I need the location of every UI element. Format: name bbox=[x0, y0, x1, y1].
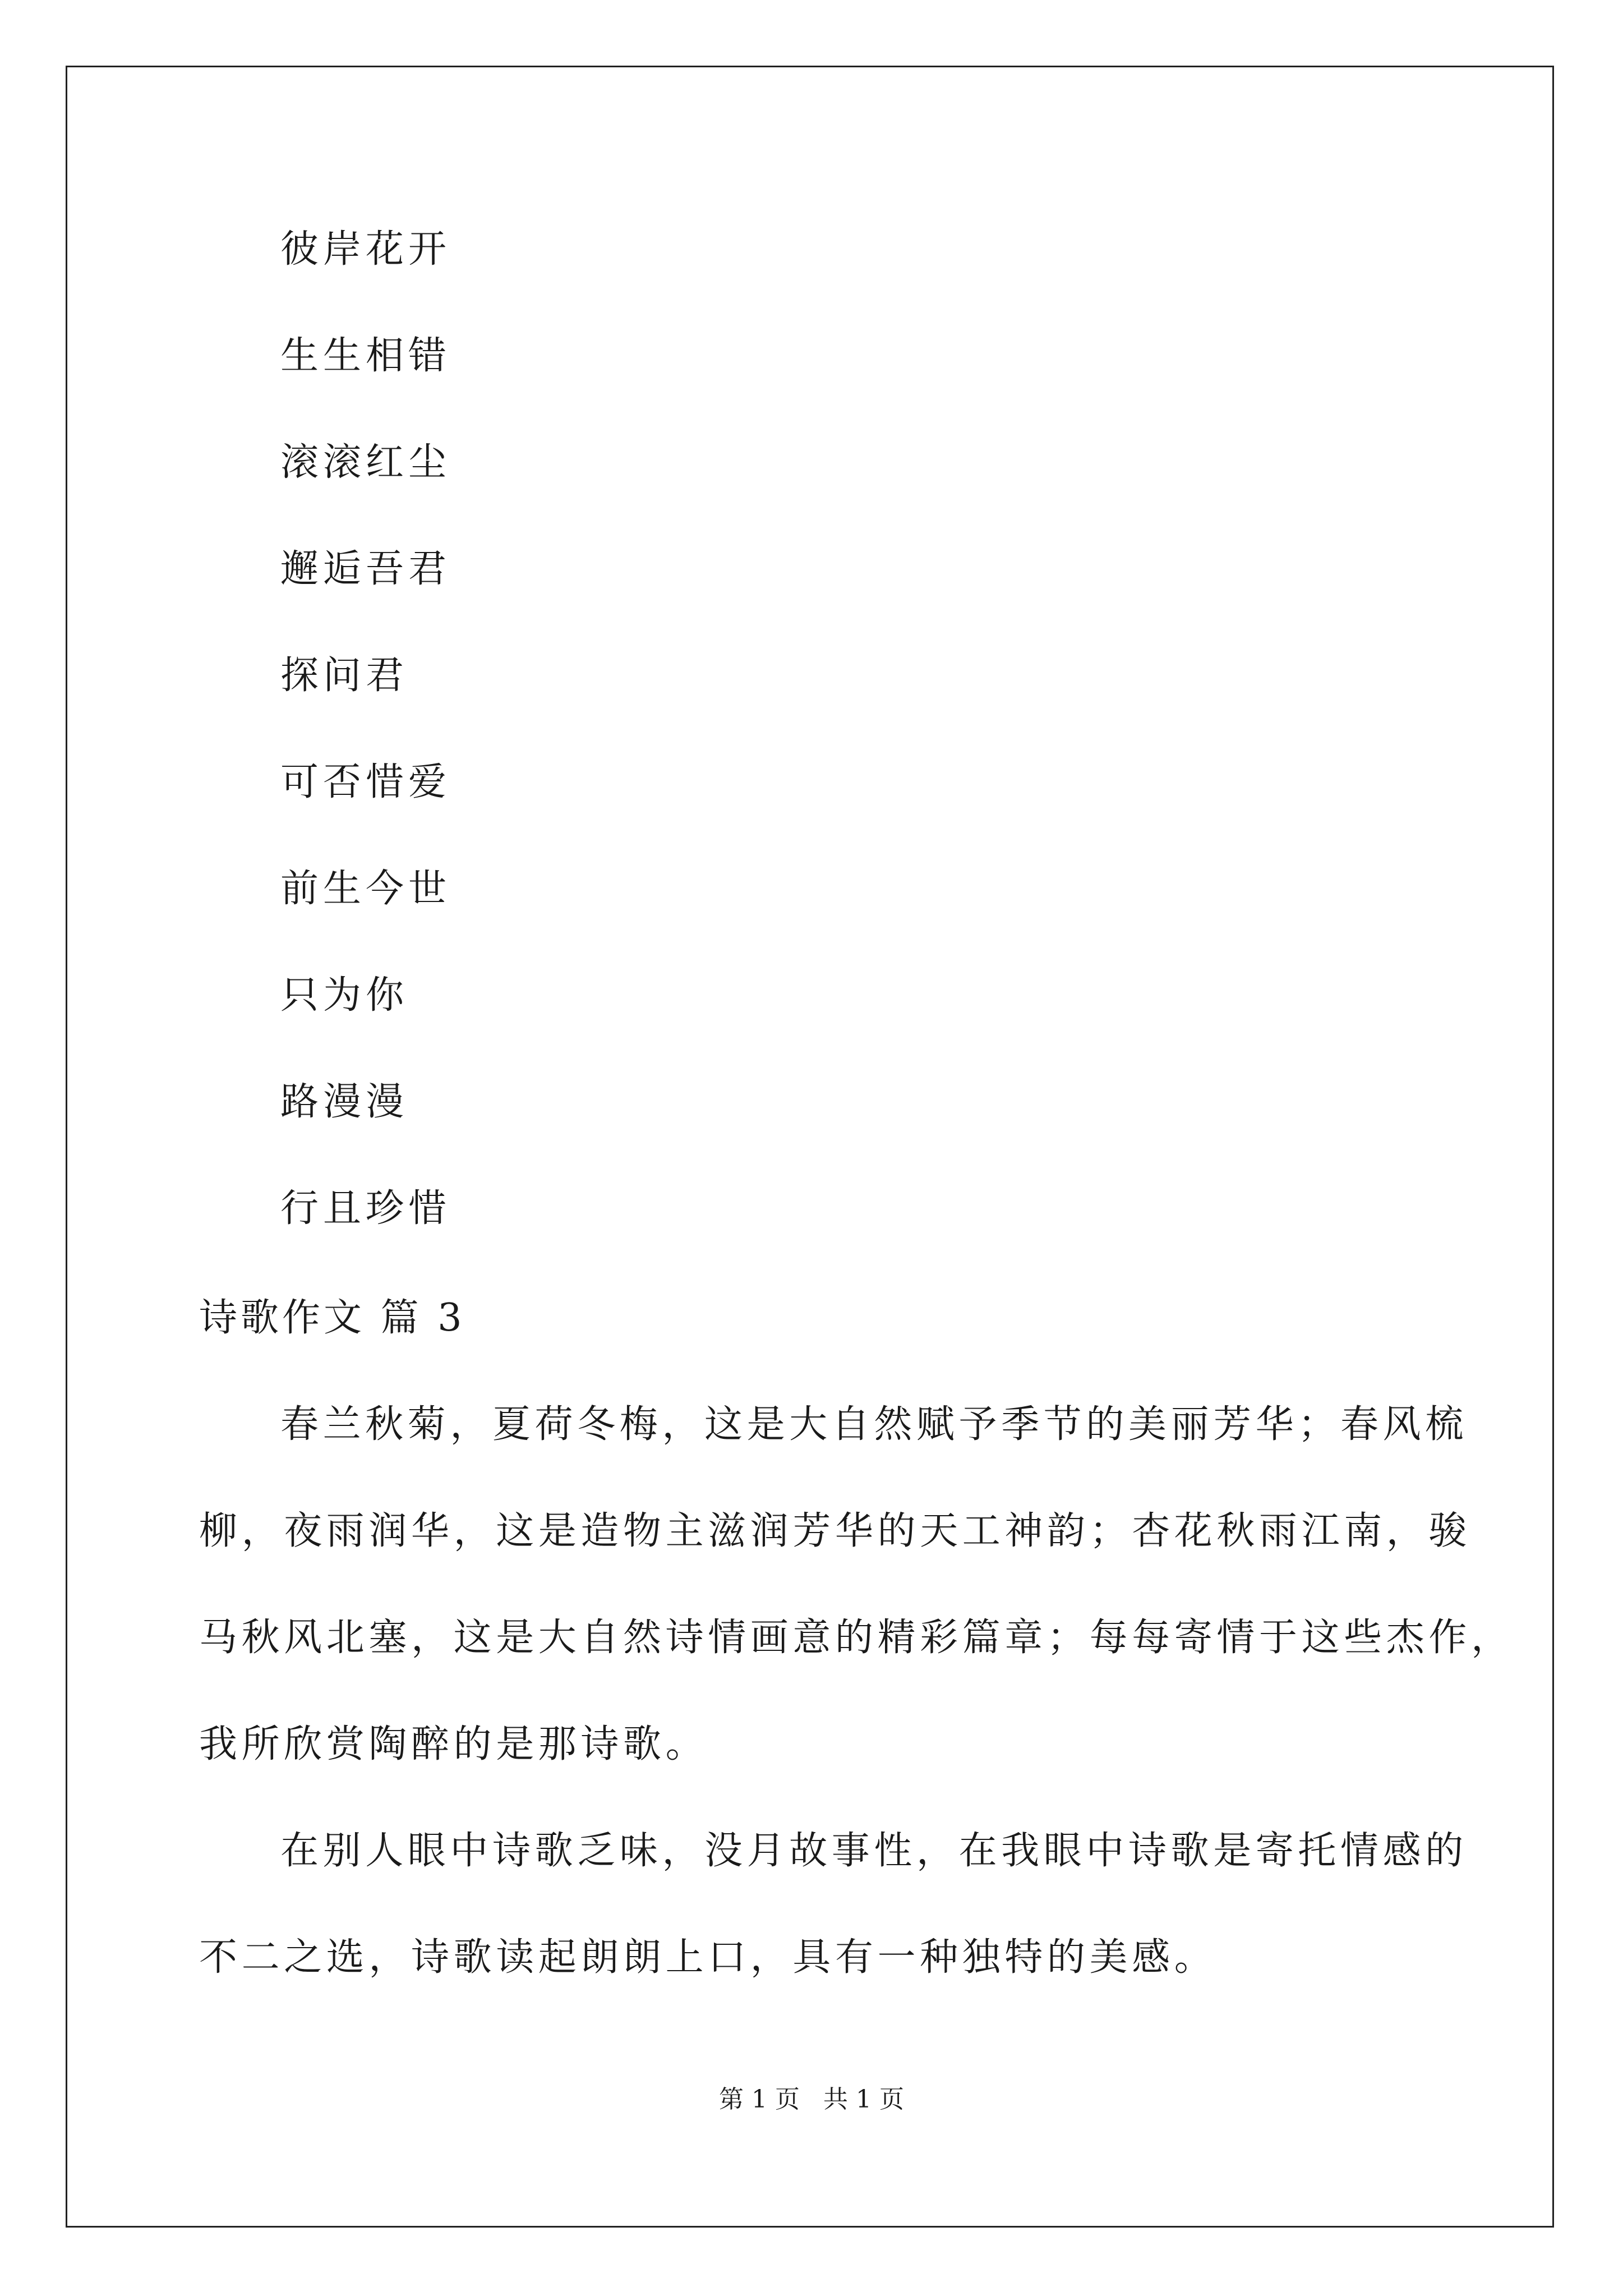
poem-line: 路漫漫 bbox=[280, 1080, 409, 1124]
page-border bbox=[66, 66, 1554, 2228]
poem-line: 邂逅吾君 bbox=[280, 547, 451, 591]
paragraph-line: 马秋风北塞，这是大自然诗情画意的精彩篇章；每每寄情于这些杰作， bbox=[199, 1616, 1514, 1660]
paragraph-line: 不二之选，诗歌读起朗朗上口，具有一种独特的美感。 bbox=[199, 1935, 1217, 1980]
paragraph-line: 在别人眼中诗歌乏味，没月故事性，在我眼中诗歌是寄托情感的 bbox=[280, 1829, 1468, 1873]
poem-line: 彼岸花开 bbox=[280, 227, 451, 272]
paragraph-line: 我所欣赏陶醉的是那诗歌。 bbox=[199, 1722, 708, 1766]
poem-line: 滚滚红尘 bbox=[280, 440, 451, 485]
section-heading: 诗歌作文 篇 3 bbox=[199, 1296, 465, 1340]
paragraph-line: 柳，夜雨润华，这是造物主滋润芳华的天工神韵；杏花秋雨江南，骏 bbox=[199, 1509, 1472, 1553]
poem-line: 前生今世 bbox=[280, 867, 451, 911]
poem-line: 行且珍惜 bbox=[280, 1186, 451, 1231]
poem-line: 只为你 bbox=[280, 973, 409, 1018]
poem-line: 可否惜爱 bbox=[280, 760, 451, 804]
poem-line: 探问君 bbox=[280, 654, 409, 698]
paragraph-line: 春兰秋菊，夏荷冬梅，这是大自然赋予季节的美丽芳华；春风梳 bbox=[280, 1402, 1468, 1447]
page-number-footer: 第 1 页 共 1 页 bbox=[719, 2085, 904, 2114]
poem-line: 生生相错 bbox=[280, 334, 451, 378]
